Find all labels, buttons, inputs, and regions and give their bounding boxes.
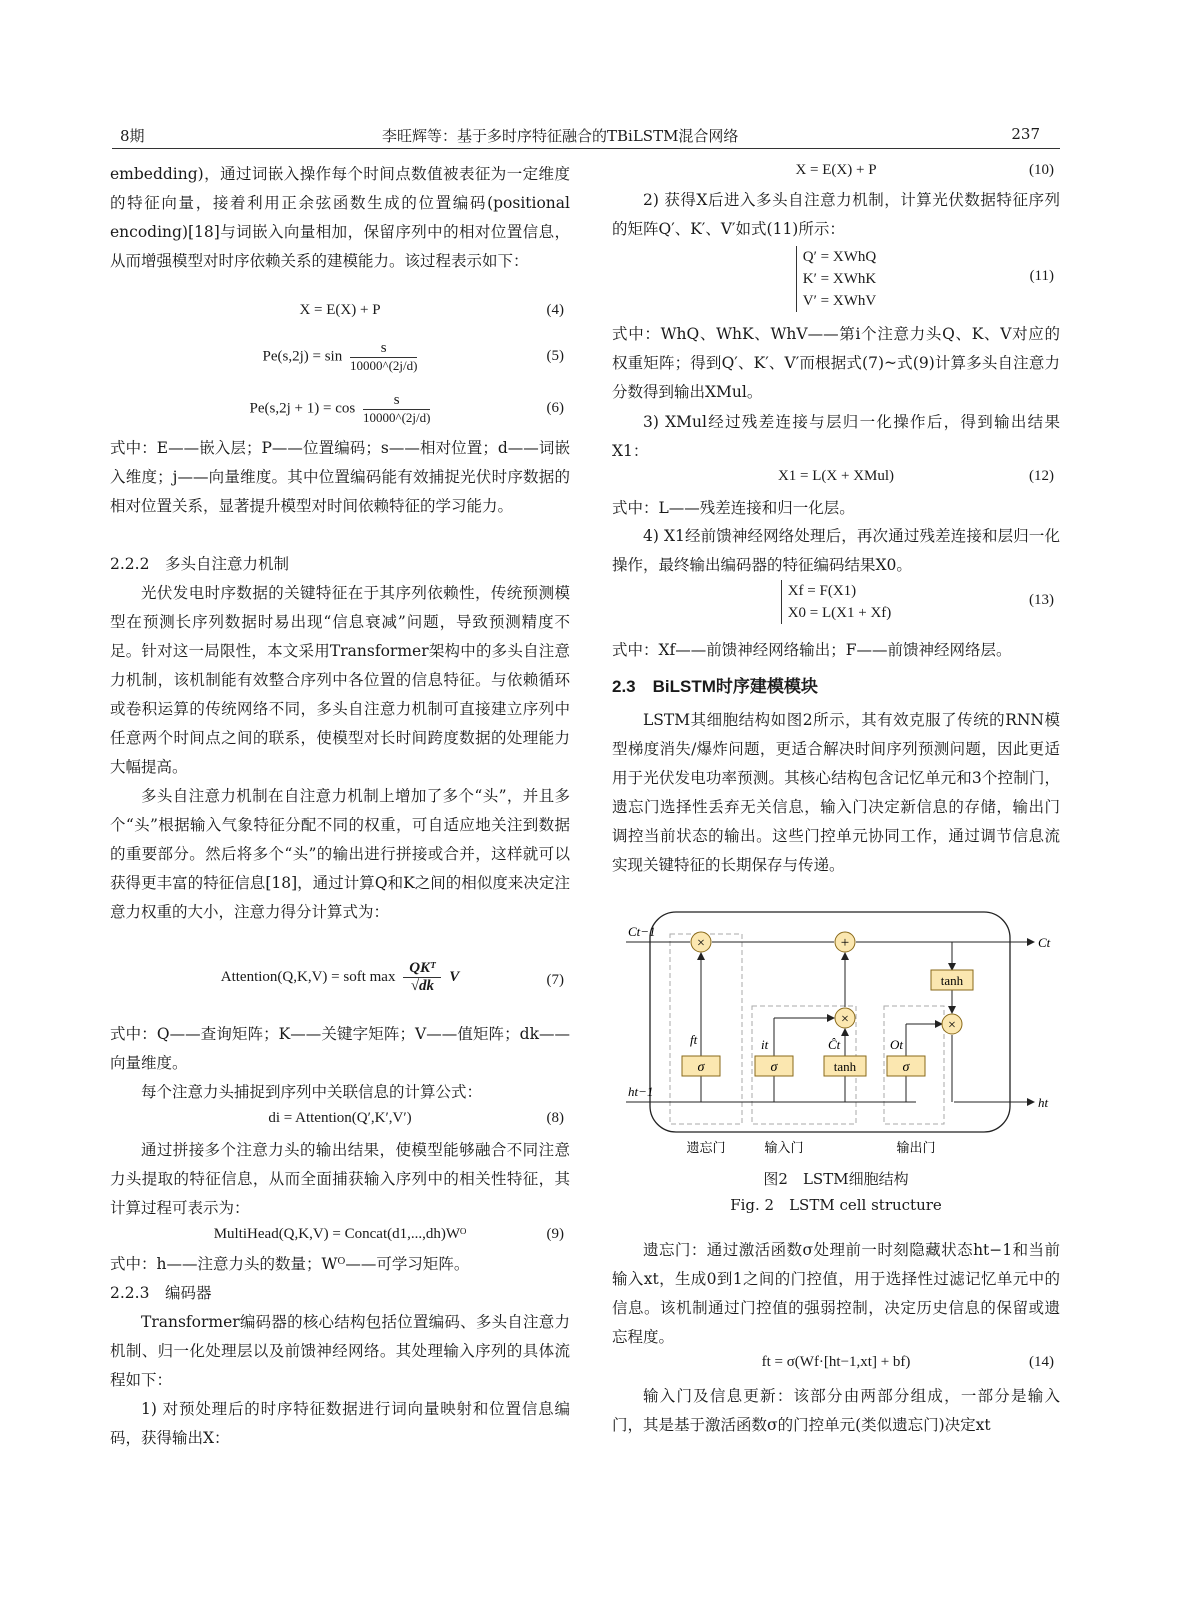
equation-5 [110,340,570,374]
section-heading: 2.2.2 多头自注意力机制 [110,555,289,573]
paragraph: 遗忘门：通过激活函数σ处理前一时刻隐藏状态ht−1和当前输入xt，生成0到1之间的门控值，用于选择性过滤记忆单元中的信息。该机制通过门控值的强弱控制，决定历史信息的保留或遗忘程度。 [612,1241,1060,1346]
equation-number: (13) [1029,592,1054,608]
equation-term: V [449,968,460,985]
equation-number: (9) [546,1226,564,1242]
paragraph: 式中：h——注意力头的数量；Wᴼ——可学习矩阵。 [110,1255,470,1273]
paragraph: LSTM其细胞结构如图2所示，其有效克服了传统的RNN模型梯度消失/爆炸问题，更适合解决时间序列预测问题，因此更适用于光伏发电功率预测。其核心结构包含记忆单元和3个控制门，遗忘门选择性丢弃无关信息，输入门决定新信息的存储，输出门调控当前状态的输出。这些门控单元协同工作，通过调节信息流实现关键特征的长期保存与传递。 [612,711,1060,874]
paragraph: 3) XMul经过残差连接与层归一化操作后，得到输出结果X1： [612,413,1060,460]
paragraph: 2) 获得X后进入多头自注意力机制，计算光伏数据特征序列的矩阵Q′、K′、V′如式(11)所示： [612,191,1060,238]
equation-number: (4) [546,302,564,318]
forget-sigma-box: σ [697,1060,705,1075]
equation-6 [110,392,570,426]
equation-system [796,246,876,312]
page-number: 237 [1011,125,1040,143]
equation-body: di = Attention(Q′,K′,V′) [268,1110,412,1126]
figure-caption-cn: 图2 LSTM细胞结构 [763,1170,909,1188]
paragraph: 输入门及信息更新：该部分由两部分组成，一部分是输入门，其是基于激活函数σ的门控单元(类似遗忘门)决定xt [612,1387,1060,1434]
paragraph: 多头自注意力机制在自注意力机制上增加了多个“头”，并且多个“头”根据输入气象特征分配不同的权重，可自适应地关注到数据的重要部分。然后将多个“头”的输出进行拼接或合并，这样就可以获得更丰富的特征信息[18]，通过计算Q和K之间的相似度来决定注意力权重的大小，注意力得分计算式为： [110,787,570,921]
equation-system [781,580,892,624]
equation-7 [110,960,570,995]
label-h-prev: ht−1 [628,1084,654,1099]
running-title: 李旺辉等：基于多时序特征融合的TBiLSTM混合网络 [382,127,739,145]
equation-line: X0 = L(X1 + Xf) [787,605,892,621]
label-it: it [761,1037,769,1052]
output-mult-op: × [948,1018,956,1033]
equation-number: (7) [546,972,564,988]
label-h-t: ht [1038,1095,1049,1110]
paragraph: 式中：WhQ、WhK、WhV——第i个注意力头Q、K、V对应的权重矩阵；得到Q′、K′、V′而根据式(7)~式(9)计算多头自注意力分数得到输出XMul。 [612,325,1060,401]
label-c-prev: Ct−1 [628,924,656,939]
paragraph: Transformer编码器的核心结构包括位置编码、多头自注意力机制、归一化处理层以及前馈神经网络。其处理输入序列的具体流程如下： [110,1313,570,1389]
equation-11 [612,246,1060,312]
lstm-cell-diagram [606,906,1056,1166]
fraction-denominator: √dk [410,978,434,994]
output-sigma-box: σ [902,1060,910,1075]
equation-line: V′ = XWhV [802,293,877,309]
figure-caption-en: Fig. 2 LSTM cell structure [730,1196,942,1214]
equation-body: Attention(Q,K,V) = soft max [220,968,396,985]
forget-mult-op: × [697,936,705,951]
equation-number: (8) [546,1110,564,1126]
paragraph: 式中：Xf——前馈神经网络输出；F——前馈神经网络层。 [612,641,1012,659]
equation-body: Pe(s,2j + 1) = cos [249,400,356,417]
equation-14 [612,1354,1060,1371]
cell-add-op: + [840,935,850,951]
forget-gate-region [670,934,742,1124]
fraction-numerator: s [363,392,430,410]
equation-body: X1 = L(X + XMul) [777,468,895,484]
paragraph: 光伏发电时序数据的关键特征在于其序列依赖性，传统预测模型在预测长序列数据时易出现“信息衰减”问题，导致预测精度不足。针对这一局限性，本文采用Transformer架构中的多头自注意力机制，该机制能有效整合序列中各位置的信息特征。与依赖循环或卷积运算的传统网络不同，多头自注意力机制可直接建立序列中任意两个时间点之间的联系，使模型对长时间跨度数据的处理能力大幅提高。 [110,584,570,776]
equation-8 [110,1110,570,1127]
fraction-denominator: 10000^(2j/d) [349,358,418,373]
forget-gate-label: 遗忘门 [686,1140,726,1155]
paragraph: 1) 对预处理后的时序特征数据进行词向量映射和位置信息编码，获得输出X： [110,1400,570,1447]
equation-number: (12) [1029,468,1054,484]
paragraph: 式中：Q——查询矩阵；K——关键字矩阵；V——值矩阵；dk——向量维度。 [110,1025,570,1072]
label-ct-hat: Ĉt [828,1037,841,1052]
equation-body: MultiHead(Q,K,V) = Concat(d1,...,dh)Wᴼ [213,1226,467,1242]
output-gate-label: 输出门 [896,1140,936,1155]
running-header [112,125,1060,149]
paragraph: 式中：L——残差连接和归一化层。 [612,499,855,517]
equation-4 [110,302,570,319]
input-sigma-box: σ [770,1060,778,1075]
equation-line: Xf = F(X1) [787,583,857,599]
paragraph: 4) X1经前馈神经网络处理后，再次通过残差连接和层归一化操作，最终输出编码器的特征编码结果X0。 [612,527,1060,574]
label-ft: ft [690,1032,698,1047]
equation-body: X = E(X) + P [795,162,877,178]
fraction-numerator: s [350,340,417,358]
paragraph: 通过拼接多个注意力头的输出结果，使模型能够融合不同注意力头提取的特征信息，从而全面捕获输入序列中的相关性特征，其计算过程可表示为： [110,1141,570,1217]
equation-number: (14) [1029,1354,1054,1370]
label-ot: Ot [890,1037,903,1052]
equation-line: Q′ = XWhQ [802,249,877,265]
equation-line: K′ = XWhK [802,271,877,287]
equation-number: (5) [546,348,564,364]
fraction-numerator: QKᵀ [403,960,441,978]
equation-body: ft = σ(Wf·[ht−1,xt] + bf) [761,1354,911,1370]
section-heading: 2.2.3 编码器 [110,1284,212,1302]
fraction-denominator: 10000^(2j/d) [362,410,431,425]
section-heading: 2.3 BiLSTM时序建模模块 [612,677,818,696]
equation-13 [612,580,1060,624]
label-c-t: Ct [1038,935,1051,950]
issue-number: 8期 [120,127,145,145]
equation-body: Pe(s,2j) = sin [262,348,343,365]
equation-9 [110,1226,570,1243]
input-mult-op: × [841,1012,849,1027]
paragraph: 式中：E——嵌入层；P——位置编码；s——相对位置；d——词嵌入维度；j——向量维度。其中位置编码能有效捕捉光伏时序数据的相对位置关系，显著提升模型对时间依赖特征的学习能力。 [110,439,570,515]
paragraph: 每个注意力头捕捉到序列中关联信息的计算公式： [141,1083,483,1101]
input-gate-label: 输入门 [764,1140,804,1155]
equation-number: (10) [1029,162,1054,178]
candidate-tanh-box: tanh [833,1059,857,1074]
header-rule [112,148,1060,149]
equation-number: (11) [1029,268,1054,284]
equation-number: (6) [546,400,564,416]
output-tanh-box: tanh [940,973,964,988]
equation-body: X = E(X) + P [299,302,381,318]
equation-10 [612,162,1060,179]
equation-12 [612,468,1060,485]
paragraph: embedding)，通过词嵌入操作每个时间点数值被表征为一定维度的特征向量，接着利用正余弦函数生成的位置编码(positional encoding)[18]与词嵌入向量相加，保留序列中的相对位置信息，从而增强模型对时序依赖关系的建模能力。该过程表示如下： [110,165,570,270]
